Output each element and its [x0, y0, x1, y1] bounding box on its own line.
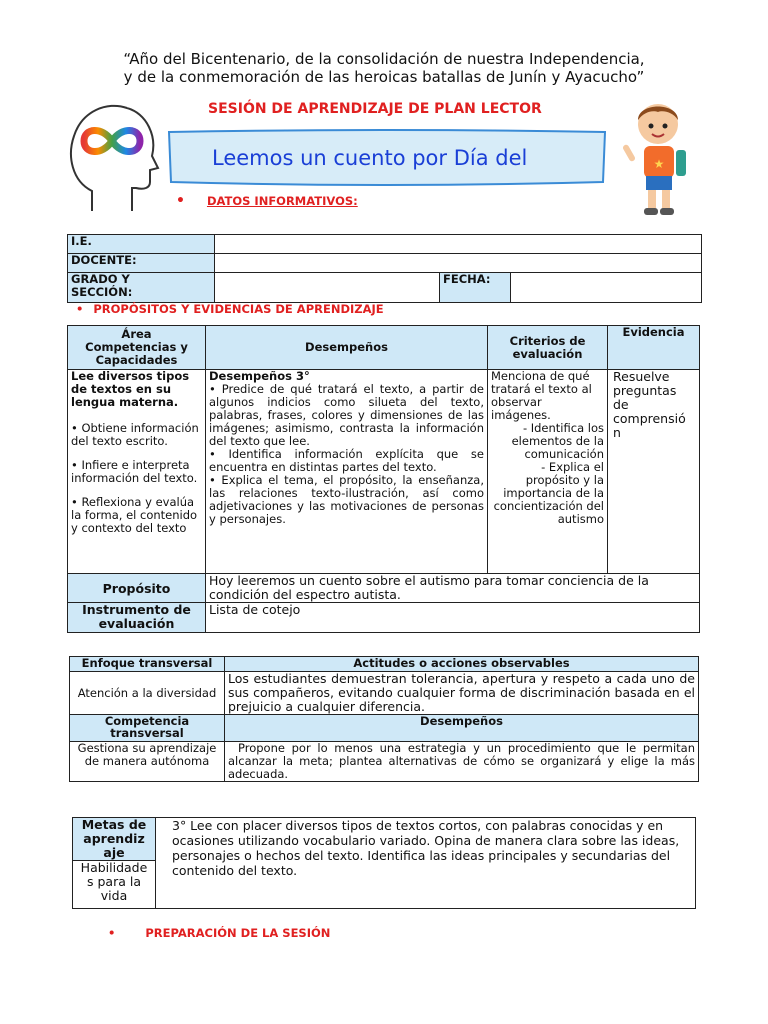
- datos-heading: [176, 193, 358, 209]
- enfoque-header: Enfoque transversal: [70, 657, 225, 672]
- competencia-title: Lee diversos tipos de textos en su lengua materna.: [71, 369, 190, 409]
- criterios-header: [488, 326, 608, 370]
- ie-value[interactable]: [215, 235, 702, 254]
- desempeno-item: • Identifica información explícita que se encuentra en distintas partes del texto.: [209, 447, 484, 474]
- grado-label: [68, 273, 215, 303]
- instrumento-text: Lista de cotejo: [206, 603, 700, 633]
- competencia-transversal-value: Gestiona su aprendizaje de manera autónoma: [70, 742, 225, 782]
- desempenos-transversal-value: Propone por lo menos una estrategia y un procedimiento que le permitan alcanzar la meta; plantea alternativas de cómo se organizará y elige la más adecuada.: [225, 742, 699, 782]
- desempenos-cell: [206, 370, 488, 574]
- ie-label: I.E.: [68, 235, 215, 254]
- evidencia-line: n: [613, 425, 621, 440]
- habilidades-line: s para la: [87, 874, 141, 889]
- preparacion-heading-text: PREPARACIÓN DE LA SESIÓN: [145, 926, 331, 940]
- actitudes-header: Actitudes o acciones observables: [225, 657, 699, 672]
- evidencia-line: de: [613, 397, 629, 412]
- grado-label-line1: GRADO Y: [71, 272, 130, 286]
- criterios-header-line1: Criterios de: [509, 333, 586, 348]
- criterio-item: - Explica el propósito y la importancia de la concientización del autismo: [493, 460, 604, 526]
- propositos-table: [67, 325, 700, 633]
- waving-boy-illustration: [618, 98, 692, 220]
- area-header-line2: Competencias y: [85, 340, 188, 354]
- proposito-label: Propósito: [68, 574, 206, 603]
- fecha-value[interactable]: [511, 273, 702, 303]
- head-infinity-icon: [62, 96, 162, 216]
- proposito-text: Hoy leeremos un cuento sobre el autismo para tomar conciencia de la condición del espectro autista.: [206, 574, 700, 603]
- capacidad-item: • Infiere e interpreta información del texto.: [71, 458, 198, 485]
- desempenos-header: Desempeños: [206, 326, 488, 370]
- area-cell: [68, 370, 206, 574]
- metas-text: 3° Lee con placer diversos tipos de textos cortos, con palabras conocidas y en ocasiones utilizando vocabulario variado. Opina de manera clara sobre las ideas, personajes o hechos del texto. Identifica las ideas principales y secundarias del contenido del texto.: [156, 818, 696, 909]
- area-header: [68, 326, 206, 370]
- habilidades-label: [73, 861, 156, 909]
- instrumento-label: [68, 603, 206, 633]
- svg-text:★: ★: [653, 157, 665, 171]
- capacidad-item: • Reflexiona y evalúa la forma, el contenido y contexto del texto: [71, 495, 198, 535]
- banner-title: Leemos un cuento por Día del: [212, 146, 528, 170]
- capacidad-item: • Obtiene información del texto escrito.: [71, 421, 199, 448]
- preparacion-heading: • PREPARACIÓN DE LA SESIÓN: [108, 926, 331, 940]
- desempenos-title: Desempeños 3°: [209, 369, 310, 383]
- evidencia-line: Resuelve: [613, 369, 670, 384]
- docente-value[interactable]: [215, 254, 702, 273]
- session-title: SESIÓN DE APRENDIZAJE DE PLAN LECTOR: [208, 101, 542, 117]
- propositos-heading-text: PROPÓSITOS Y EVIDENCIAS DE APRENDIZAJE: [93, 302, 384, 316]
- criterio-item: - Identifica los elementos de la comunicación: [511, 421, 604, 461]
- evidencia-cell: [608, 370, 700, 574]
- evidencia-header: Evidencia: [608, 326, 700, 370]
- header-quote-line1: “Año del Bicentenario, de la consolidación de nuestra Independencia,: [123, 50, 645, 68]
- metas-label-line: aje: [103, 845, 125, 860]
- area-header-line1: Área: [121, 327, 152, 341]
- desempeno-item: • Explica el tema, el propósito, la enseñanza, las relaciones texto-ilustración, así como adjetivaciones y las motivaciones de personas y personajes.: [209, 473, 484, 526]
- competencia-transversal-header: [70, 715, 225, 742]
- enfoque-table: [69, 656, 699, 782]
- evidencia-line: preguntas: [613, 383, 677, 398]
- area-header-line3: Capacidades: [95, 353, 178, 367]
- competencia-header-line1: Competencia: [104, 714, 190, 728]
- enfoque-value: Atención a la diversidad: [70, 672, 225, 715]
- desempeno-item: • Predice de qué tratará el texto, a partir de algunos indicios como silueta del texto, palabras, frases, colores y dimensiones de las imágenes; asimismo, contrasta la información del texto que lee.: [209, 382, 484, 448]
- criterios-cell: [488, 370, 608, 574]
- evidencia-line: comprensió: [613, 411, 686, 426]
- datos-table: [67, 234, 702, 303]
- competencia-header-line2: transversal: [110, 726, 184, 740]
- datos-heading-text: DATOS INFORMATIVOS:: [206, 194, 358, 208]
- metas-label-line: Metas de: [81, 817, 147, 832]
- desempenos-transversal-header: Desempeños: [225, 715, 699, 742]
- header-quote-line2: y de la conmemoración de las heroicas batallas de Junín y Ayacucho”: [123, 68, 645, 86]
- metas-table: [72, 817, 696, 909]
- metas-label: [73, 818, 156, 861]
- actitudes-value: Los estudiantes demuestran tolerancia, apertura y respeto a cada uno de sus compañeros, evitando cualquier forma de discriminación basada en el prejuicio a cualquier diferencia.: [225, 672, 699, 715]
- docente-label: DOCENTE:: [68, 254, 215, 273]
- propositos-heading: • PROPÓSITOS Y EVIDENCIAS DE APRENDIZAJE: [76, 302, 384, 316]
- grado-label-line2: SECCIÓN:: [71, 285, 133, 299]
- habilidades-line: vida: [100, 888, 128, 903]
- fecha-label: FECHA:: [440, 273, 511, 303]
- habilidades-line: Habilidade: [80, 860, 148, 875]
- criterios-header-line2: evaluación: [512, 346, 583, 361]
- instrumento-label-line2: evaluación: [98, 616, 175, 631]
- metas-label-line: aprendiz: [83, 831, 145, 846]
- grado-value[interactable]: [215, 273, 440, 303]
- instrumento-label-line1: Instrumento de: [82, 602, 191, 617]
- criterio-item: Menciona de qué tratará el texto al observar imágenes.: [491, 369, 592, 422]
